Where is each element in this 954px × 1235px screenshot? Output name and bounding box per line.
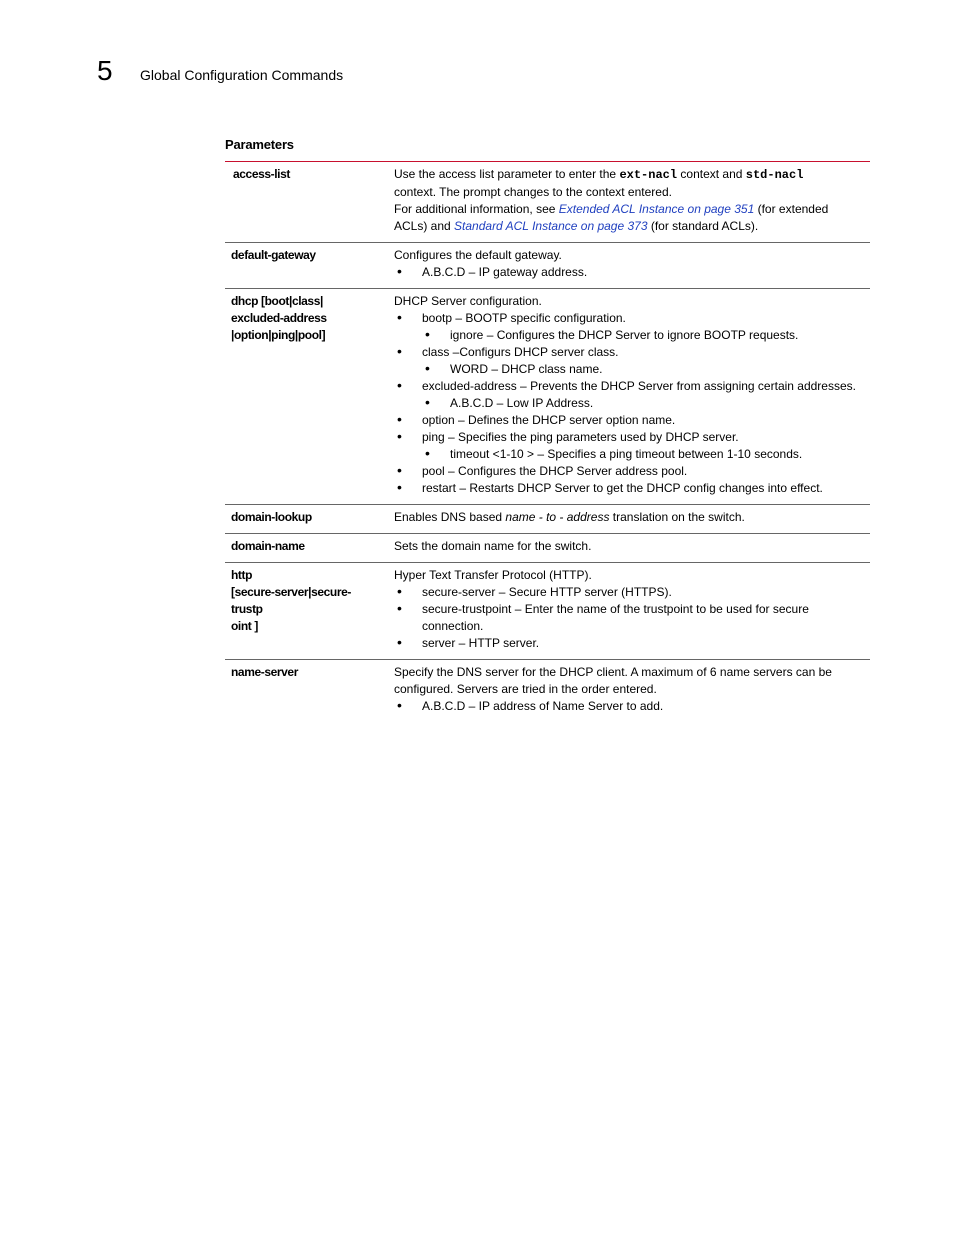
list-item: • pool – Configures the DHCP Server address pool. <box>394 463 864 480</box>
list-item: • timeout <1-10 > – Specifies a ping timeout between 1-10 seconds. <box>422 446 864 463</box>
link-standard-acl[interactable]: Standard ACL Instance on page 373 <box>454 219 648 233</box>
table-row <box>225 563 870 660</box>
list-item: • option – Defines the DHCP server option name. <box>394 412 864 429</box>
param-description: Configures the default gateway. • A.B.C.D – IP gateway address. <box>389 243 870 289</box>
param-description: Sets the domain name for the switch. <box>389 534 870 563</box>
table-row <box>225 534 870 563</box>
link-extended-acl[interactable]: Extended ACL Instance on page 351 <box>558 202 755 216</box>
param-description: Enables DNS based name - to - address translation on the switch. <box>389 505 870 534</box>
param-description: Hyper Text Transfer Protocol (HTTP). • secure-server – Secure HTTP server (HTTPS). • secure-trustpoint – Enter the name of the trustpoint to be used for secure connection. • server – HTTP server. <box>389 563 870 660</box>
code-ext-nacl: ext-nacl <box>619 168 678 182</box>
param-description: DHCP Server configuration. • bootp – BOOTP specific configuration. • ignore – Configures the DHCP Server to ignore BOOTP requests. • class –Configurs DHCP server class. • WORD – DHCP class name. • excluded-address – Prevents the DHCP Server from assigning certain addresses. • A.B.C.D – Low IP Address. • option – Defines the DHCP server option name. • ping – Specifies the ping parameters used by DHCP server. • timeout <1-10 > – Specifies a ping timeout between 1-10 seconds. • pool – Configures the DHCP Server address pool. • restart – Restarts DHCP Server to get the DHCP config changes into effect. <box>389 289 870 505</box>
chapter-number: 5 <box>97 55 113 86</box>
code-std-nacl: std-nacl <box>745 168 804 182</box>
list-item: • class –Configurs DHCP server class. • WORD – DHCP class name. <box>394 344 864 378</box>
param-name: dhcp [boot|class| excluded-address |option|ping|pool] <box>225 289 389 505</box>
param-name: domain-name <box>225 534 389 563</box>
list-item: • ping – Specifies the ping parameters used by DHCP server. • timeout <1-10 > – Specifies a ping timeout between 1-10 seconds. <box>394 429 864 463</box>
table-row <box>225 660 870 723</box>
table-row <box>225 243 870 289</box>
list-item: • restart – Restarts DHCP Server to get the DHCP config changes into effect. <box>394 480 864 497</box>
list-item: • secure-trustpoint – Enter the name of the trustpoint to be used for secure connection. <box>394 601 864 635</box>
param-name: default-gateway <box>225 243 389 289</box>
list-item: • server – HTTP server. <box>394 635 864 652</box>
list-item: • excluded-address – Prevents the DHCP Server from assigning certain addresses. • A.B.C.D – Low IP Address. <box>394 378 864 412</box>
list-item: • bootp – BOOTP specific configuration. • ignore – Configures the DHCP Server to ignore BOOTP requests. <box>394 310 864 344</box>
param-description: Use the access list parameter to enter the ext-nacl context and std-nacl context. The prompt changes to the context entered. For additional information, see Extended ACL Instance on page 351 (for extended ACLs) and Standard ACL Instance on page 373 (for standard ACLs). <box>389 162 870 243</box>
list-item: • A.B.C.D – IP address of Name Server to add. <box>394 698 864 715</box>
param-description: Specify the DNS server for the DHCP client. A maximum of 6 name servers can be configured. Servers are tried in the order entered. • A.B.C.D – IP address of Name Server to add. <box>389 660 870 723</box>
table-row <box>225 289 870 505</box>
list-item: • A.B.C.D – Low IP Address. <box>422 395 864 412</box>
parameters-table <box>225 161 870 722</box>
param-name: domain-lookup <box>225 505 389 534</box>
list-item: • WORD – DHCP class name. <box>422 361 864 378</box>
list-item: • ignore – Configures the DHCP Server to ignore BOOTP requests. <box>422 327 864 344</box>
list-item: • secure-server – Secure HTTP server (HTTPS). <box>394 584 864 601</box>
table-row <box>225 505 870 534</box>
section-heading: Parameters <box>225 137 294 152</box>
param-name: http [secure-server|secure-trustp oint ] <box>225 563 389 660</box>
table-row <box>225 162 870 243</box>
list-item: • A.B.C.D – IP gateway address. <box>394 264 864 281</box>
param-name: access-list <box>225 162 389 243</box>
param-name: name-server <box>231 665 298 679</box>
chapter-title: Global Configuration Commands <box>140 67 344 83</box>
